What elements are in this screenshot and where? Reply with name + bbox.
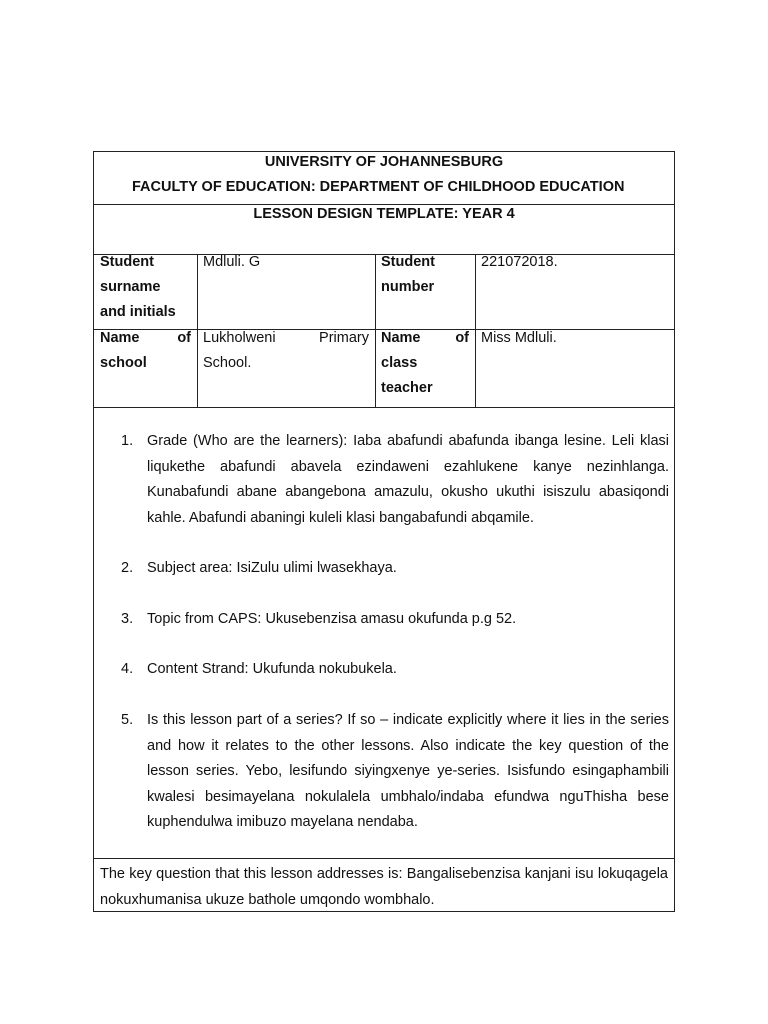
key-question-text: The key question that this lesson addresses is: Bangalisebenzisa kanjani isu lokuqagela nokuxhumanisa ukuze bathole umqondo wombhalo.: [100, 866, 668, 908]
student-surname-label: Student surname and initials: [100, 254, 176, 320]
lesson-template-document: UNIVERSITY OF JOHANNESBURG FACULTY OF EDUCATION: DEPARTMENT OF CHILDHOOD EDUCATION LESSON DESIGN TEMPLATE: YEAR 4 Student surname and initials Mdluli. G Student number 221072018. Name of school Lukholweni Primary School. Name of class teacher Miss Mdluli. 1. Grade (Who are the learners): Iaba abafundi abafunda ibanga lesine. Leli klasi liqukethe abafundi abavela ezindaweni ezahlukene kanye nezinhlanga. Kunabafundi abane abangebona amazulu, okusho ukuthi isiszulu abasiqondi kahle. Abafundi abaningi kuleli klasi bangabafundi abqamile. 2. Subject area: IsiZulu ulimi lwasekhaya. 3. Topic from CAPS: Ukusebenzisa amasu okufunda p.g 52. 4. Content Strand: Ukufunda nokubukela. 5. Is this lesson part of a series? If so – indicate explicitly where it lies in the series and how it relates to the other lessons. Also indicate the key question of the lesson series. Yebo, lesifundo siyingxenye ye-series. Isisfundo esingaphambili kwalesi besimayelana nokulalela umbhalo/indaba efundwa nguThisha bese kuphendulwa imibuzo mayelana nendaba. The key question that this lesson addresses is: Bangalisebenzisa kanjani isu lokuqagela nokuxhumanisa ukuze bathole umqondo wombhalo.: [93, 151, 675, 912]
key-question-row: [94, 858, 674, 908]
university-title: UNIVERSITY OF JOHANNESBURG: [264, 154, 504, 170]
student-number-label: Student number: [381, 254, 435, 295]
school-name-label: Name of school: [100, 330, 191, 371]
class-teacher-label: Name of class teacher: [381, 330, 469, 396]
template-title-row: [94, 204, 674, 255]
grid-line: [94, 407, 674, 408]
document-header: [94, 152, 674, 205]
student-surname-value: Mdluli. G: [203, 254, 261, 270]
school-name-value: Lukholweni Primary School.: [203, 330, 369, 371]
faculty-title: FACULTY OF EDUCATION: DEPARTMENT OF CHILDHOOD EDUCATION: [132, 179, 625, 195]
template-title: LESSON DESIGN TEMPLATE: YEAR 4: [253, 206, 515, 222]
student-number-value: 221072018.: [481, 254, 558, 270]
class-teacher-value: Miss Mdluli.: [481, 330, 557, 346]
